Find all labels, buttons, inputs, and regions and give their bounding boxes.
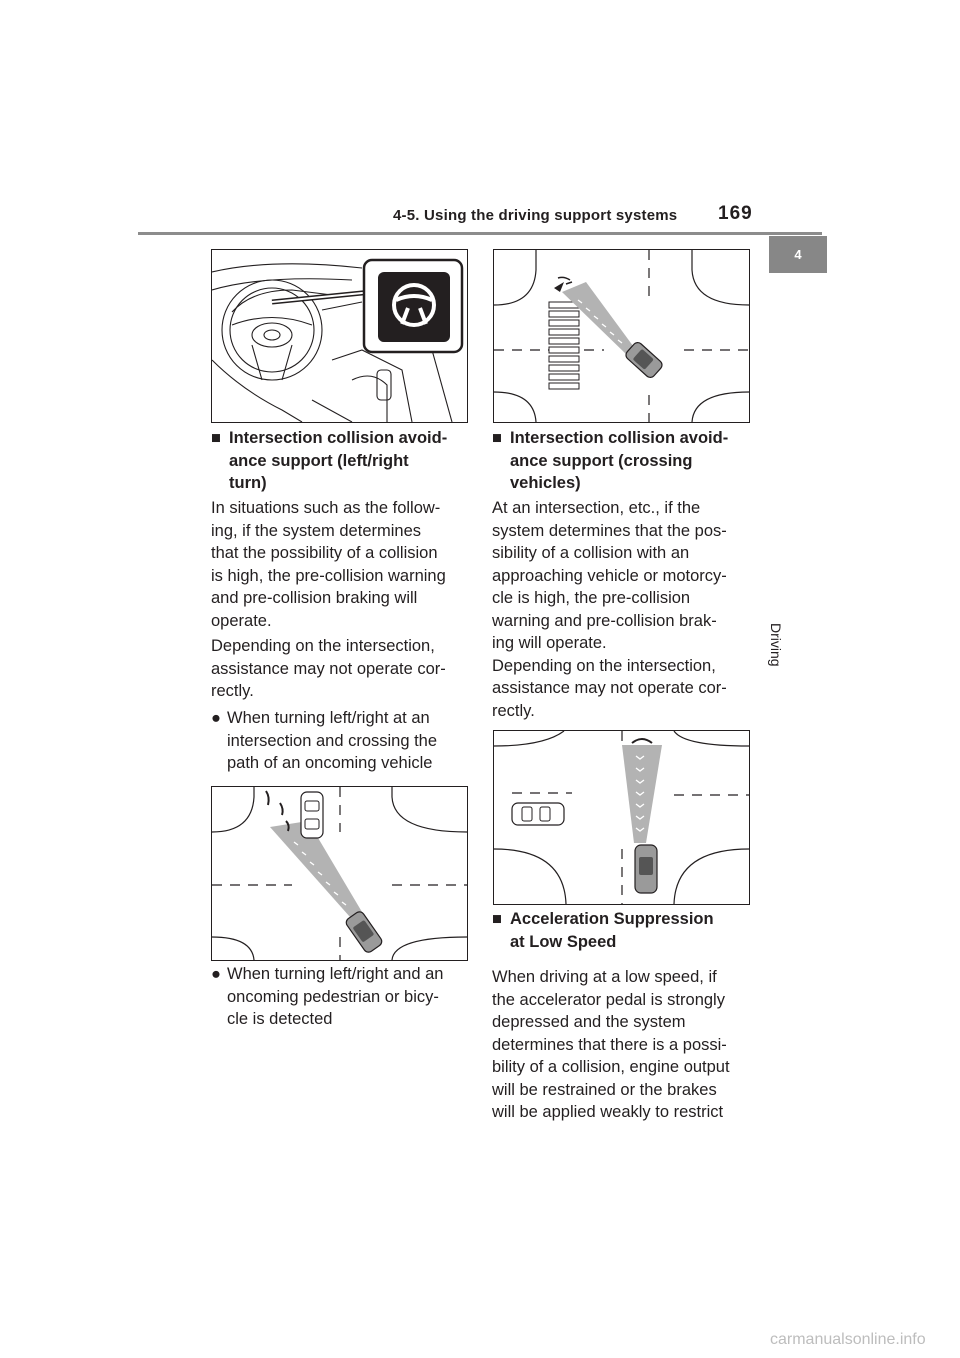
text-line: Depending on the intersection, (492, 656, 716, 675)
text-line: warning and pre-collision brak- (492, 611, 717, 630)
text-line: bility of a collision, engine output (492, 1058, 730, 1076)
oncoming-car-icon (301, 792, 323, 838)
paragraph-right-1 (492, 497, 752, 722)
text-line: When turning left/right and an (227, 965, 444, 983)
text-line: approaching vehicle or motorcy- (492, 566, 727, 585)
heading-line: Intersection collision avoid- (229, 429, 448, 447)
dashboard-illustration (212, 250, 467, 422)
text-line: rectly. (492, 701, 535, 720)
heading-line: ance support (crossing (510, 451, 693, 470)
figure-oncoming-vehicle (211, 786, 468, 961)
figure-crossing-pedestrian (493, 249, 750, 423)
text-line: is high, the pre-collision warning (211, 566, 446, 585)
text-line: operate. (211, 611, 272, 630)
chapter-tab (769, 236, 827, 273)
text-line: oncoming pedestrian or bicy- (227, 987, 439, 1006)
watermark: carmanualsonline.info (770, 1331, 926, 1348)
intersection-pedestrian-illustration (494, 250, 749, 422)
text-line: ing, if the system determines (211, 521, 422, 540)
heading-line: ance support (left/right (229, 451, 409, 470)
text-line: sibility of a collision with an (492, 544, 690, 562)
bullet-marker: ● (211, 709, 221, 727)
paragraph-left-2 (211, 635, 471, 703)
heading-marker: ■ (492, 429, 502, 447)
text-line: cle is detected (227, 1010, 333, 1028)
bullet-marker: ● (211, 965, 221, 983)
paragraph-left-1 (211, 497, 471, 632)
intersection-left-turn-illustration (212, 787, 467, 960)
text-line: that the possibility of a collision (211, 544, 438, 562)
text-line: depressed and the system (492, 1013, 686, 1031)
text-line: At an intersection, etc., if the (492, 499, 701, 517)
text-line: path of an oncoming vehicle (227, 754, 433, 772)
text-line: determines that there is a possi- (492, 1035, 727, 1054)
text-line: In situations such as the follow- (211, 499, 441, 517)
text-line: When driving at a low speed, if (492, 968, 717, 986)
bullet-pedestrian-bicycle (211, 963, 471, 1033)
text-line: will be restrained or the brakes (492, 1080, 717, 1099)
figure-crossing-vehicles (493, 730, 750, 905)
section-title: 4-5. Using the driving support systems (393, 207, 678, 224)
heading-line: turn) (229, 474, 267, 492)
heading-line: at Low Speed (510, 932, 617, 951)
paragraph-right-2 (492, 966, 752, 1124)
header-rule (138, 232, 822, 235)
heading-crossing-vehicles (492, 427, 752, 497)
chapter-label: Driving (768, 623, 784, 667)
text-line: rectly. (211, 682, 254, 700)
heading-line: Intersection collision avoid- (510, 429, 729, 447)
text-line: and pre-collision braking will (211, 589, 418, 607)
text-line: intersection and crossing the (227, 731, 438, 750)
heading-line: Acceleration Suppression (510, 910, 714, 928)
text-line: assistance may not operate cor- (492, 679, 727, 697)
text-line: system determines that the pos- (492, 521, 727, 540)
crossing-car-icon (512, 803, 564, 825)
text-line: the accelerator pedal is strongly (492, 990, 725, 1009)
chapter-number: 4 (794, 247, 802, 262)
heading-line: vehicles) (510, 474, 581, 492)
intersection-crossing-illustration (494, 731, 749, 904)
bullet-oncoming-vehicle (211, 707, 471, 777)
text-line: assistance may not operate cor- (211, 659, 446, 678)
page-number: 169 (718, 203, 753, 224)
heading-marker: ■ (492, 910, 502, 928)
heading-marker: ■ (211, 429, 221, 447)
text-line: will be applied weakly to restrict (492, 1103, 724, 1121)
heading-acceleration-suppression (492, 908, 752, 954)
text-line: When turning left/right at an (227, 709, 430, 727)
figure-dashboard (211, 249, 468, 423)
heading-left-right-turn (211, 427, 471, 497)
text-line: cle is high, the pre-collision (492, 589, 691, 607)
text-line: Depending on the intersection, (211, 637, 435, 655)
text-line: ing will operate. (492, 634, 607, 652)
